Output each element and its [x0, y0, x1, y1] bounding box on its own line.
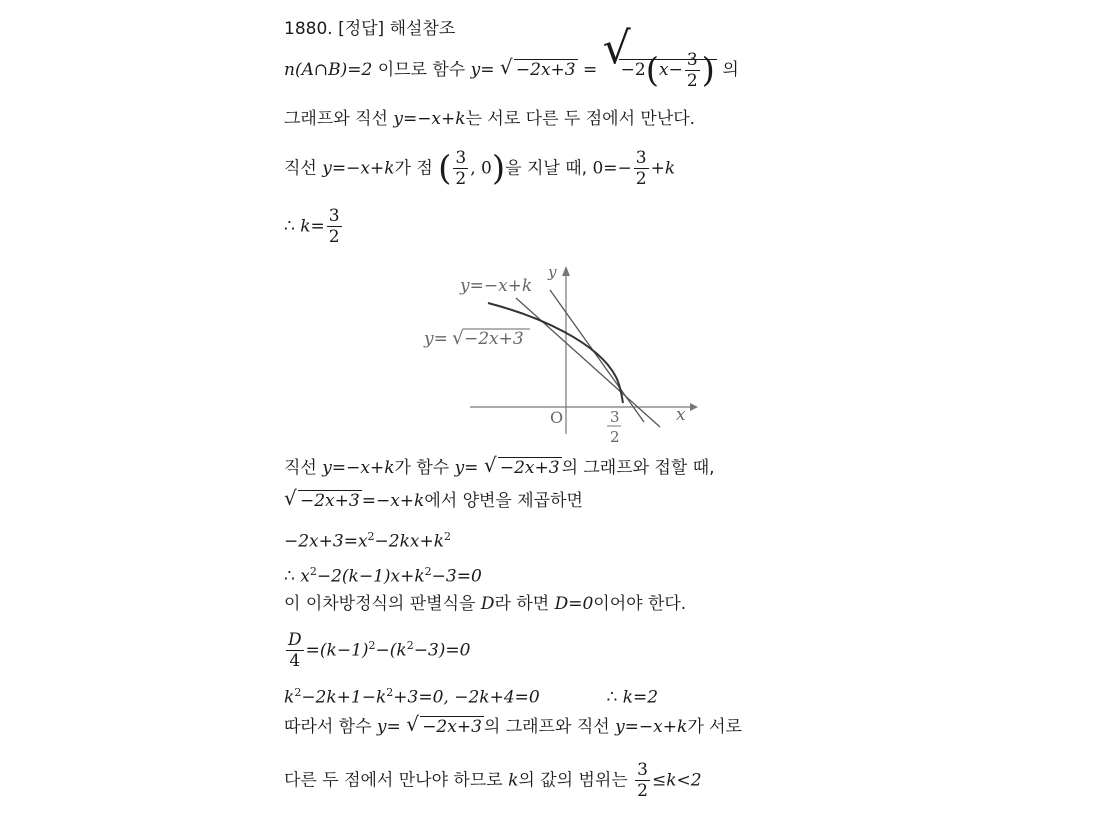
radicand: −2x+3: [515, 60, 576, 80]
sqrt-expr: √ −2x+3: [284, 486, 360, 511]
expr: k: [284, 687, 295, 708]
solution-line-10: [284, 630, 470, 671]
curve-label-radicand: −2x+3: [464, 329, 524, 349]
text: 그래프와 직선: [284, 109, 388, 129]
text: 의 그래프와 접할 때,: [561, 458, 715, 478]
text: 따라서 함수: [284, 717, 372, 737]
text: 가 서로: [687, 717, 742, 737]
exponent: 2: [367, 530, 375, 543]
expr: =(k−1): [305, 640, 369, 661]
expr: −2(k−1)x+k: [316, 566, 425, 587]
inner: x−: [659, 60, 683, 80]
text: 직선: [284, 458, 317, 478]
line-tangent: [550, 290, 644, 422]
text: 에서 양변을 제곱하면: [424, 491, 583, 511]
frac-den: 2: [686, 71, 698, 91]
equals: =: [583, 60, 598, 80]
y-axis-label: y: [548, 263, 557, 281]
therefore-symbol: ∴: [284, 566, 295, 587]
sqrt-expr: √ −2x+3: [483, 453, 560, 478]
frac-den: 2: [637, 781, 648, 801]
solution-line-5: [284, 453, 715, 479]
frac-den: 2: [455, 169, 467, 189]
text: 직선: [284, 158, 317, 179]
sqrt-curve: [488, 303, 623, 403]
solution-line-9: [284, 593, 686, 615]
exponent: 2: [309, 565, 317, 578]
sqrt-factored-expr: √ −2(x− $\frac{3}{2}$ ): [602, 23, 715, 91]
line-equation: y=−x+k: [615, 717, 688, 737]
curve-label-lhs: y=: [424, 329, 448, 349]
problem-number: 1880.: [284, 19, 333, 39]
line-equation: y=−x+k: [322, 158, 395, 179]
line-equation: y=−x+k: [393, 109, 466, 129]
text: 이므로 함수: [377, 60, 466, 80]
expr: −(k: [375, 640, 407, 661]
expr: +3=0, −2k+4=0: [393, 687, 540, 708]
x-axis-label: x: [676, 405, 686, 425]
radicand: −2x+3: [499, 458, 560, 478]
text: 라 하면: [494, 594, 550, 614]
text: 이어야 한다.: [593, 594, 687, 614]
intersection-expr: n(A∩B)=2: [284, 60, 373, 80]
expr: =−x+k: [361, 491, 425, 511]
solution-line-7: [284, 526, 451, 553]
therefore-symbol: ∴: [284, 216, 295, 237]
exponent: 2: [406, 638, 414, 652]
solution-line-3: 직선 y=−x+k가 점 ( $\frac{3}{2}$ , 0)을 지날 때, 0=− $\frac{3}{2}$ +k: [284, 148, 676, 189]
final-range: ≤k<2: [651, 770, 702, 791]
expr: −2x+3=x: [284, 531, 368, 552]
problem-header: [284, 18, 455, 40]
exponent: 2: [424, 565, 432, 578]
frac-num: 3: [635, 148, 647, 168]
tick-frac-den: 2: [610, 428, 620, 446]
solution-line-13: [284, 760, 702, 801]
frac-num: 3: [328, 206, 340, 226]
tick-frac-num: 3: [610, 408, 620, 426]
expr: k=: [300, 216, 325, 237]
exponent: 2: [444, 530, 452, 543]
expr: −2k+1−k: [301, 687, 387, 708]
discriminant-symbol: D: [480, 594, 495, 614]
expr: 0=−: [592, 158, 632, 179]
text: 는 서로 다른 두 점에서 만난다.: [465, 109, 696, 129]
solution-line-12: [284, 712, 742, 738]
radicand: −2x+3: [422, 717, 482, 737]
function-lhs: y=: [454, 458, 479, 478]
frac-den: 2: [635, 169, 647, 189]
coef: −2: [620, 60, 646, 80]
therefore-symbol: ∴: [606, 687, 618, 708]
expr: +k: [650, 158, 676, 179]
solution-line-4: [284, 206, 344, 247]
solution-line-8: [284, 561, 482, 588]
text: 의: [722, 60, 739, 80]
radicand: −2x+3: [300, 491, 360, 511]
point-y: , 0: [470, 158, 492, 179]
result: k=2: [622, 687, 659, 708]
expr: D=0: [554, 594, 594, 614]
frac-num: 3: [455, 148, 467, 168]
line-secant: [516, 298, 660, 427]
text: 이 이차방정식의 판별식을: [284, 594, 476, 614]
sqrt-expr: √ −2x+3: [499, 55, 576, 80]
y-axis-arrow: [562, 266, 570, 276]
sqrt-expr: √ −2x+3: [406, 712, 482, 737]
text: 다른 두 점에서 만나야 하므로: [284, 770, 503, 791]
frac-den: 4: [289, 651, 301, 671]
frac-num: D: [288, 630, 302, 650]
answer-tag: [정답] 해설참조: [338, 19, 456, 39]
text: 의 값의 범위는: [518, 770, 628, 791]
frac-den: 2: [328, 227, 340, 247]
solution-line-6: [284, 486, 583, 512]
frac-num: 3: [637, 760, 648, 780]
function-lhs: y=: [470, 60, 495, 80]
text: 의 그래프와 직선: [483, 717, 610, 737]
function-graph: [418, 262, 708, 452]
solution-line-2: [284, 108, 695, 130]
expr: −3=0: [431, 566, 482, 587]
text: 을 지날 때,: [505, 158, 588, 179]
expr: x: [300, 566, 310, 587]
expr: −3)=0: [413, 640, 471, 661]
text: 가 함수: [394, 458, 450, 478]
exponent: 2: [386, 686, 394, 699]
function-lhs: y=: [376, 717, 401, 737]
solution-line-11: [284, 682, 658, 709]
expr: −2kx+k: [374, 531, 445, 552]
origin-label: O: [550, 408, 564, 427]
curve-label-radical: √: [452, 327, 465, 349]
text: 가 점: [394, 158, 433, 179]
exponent: 2: [368, 638, 376, 652]
x-axis-arrow: [690, 403, 698, 411]
line-label: y=−x+k: [460, 276, 533, 296]
frac-num: 3: [686, 50, 698, 70]
line-equation: y=−x+k: [322, 458, 395, 478]
variable: k: [508, 770, 519, 791]
exponent: 2: [294, 686, 302, 699]
